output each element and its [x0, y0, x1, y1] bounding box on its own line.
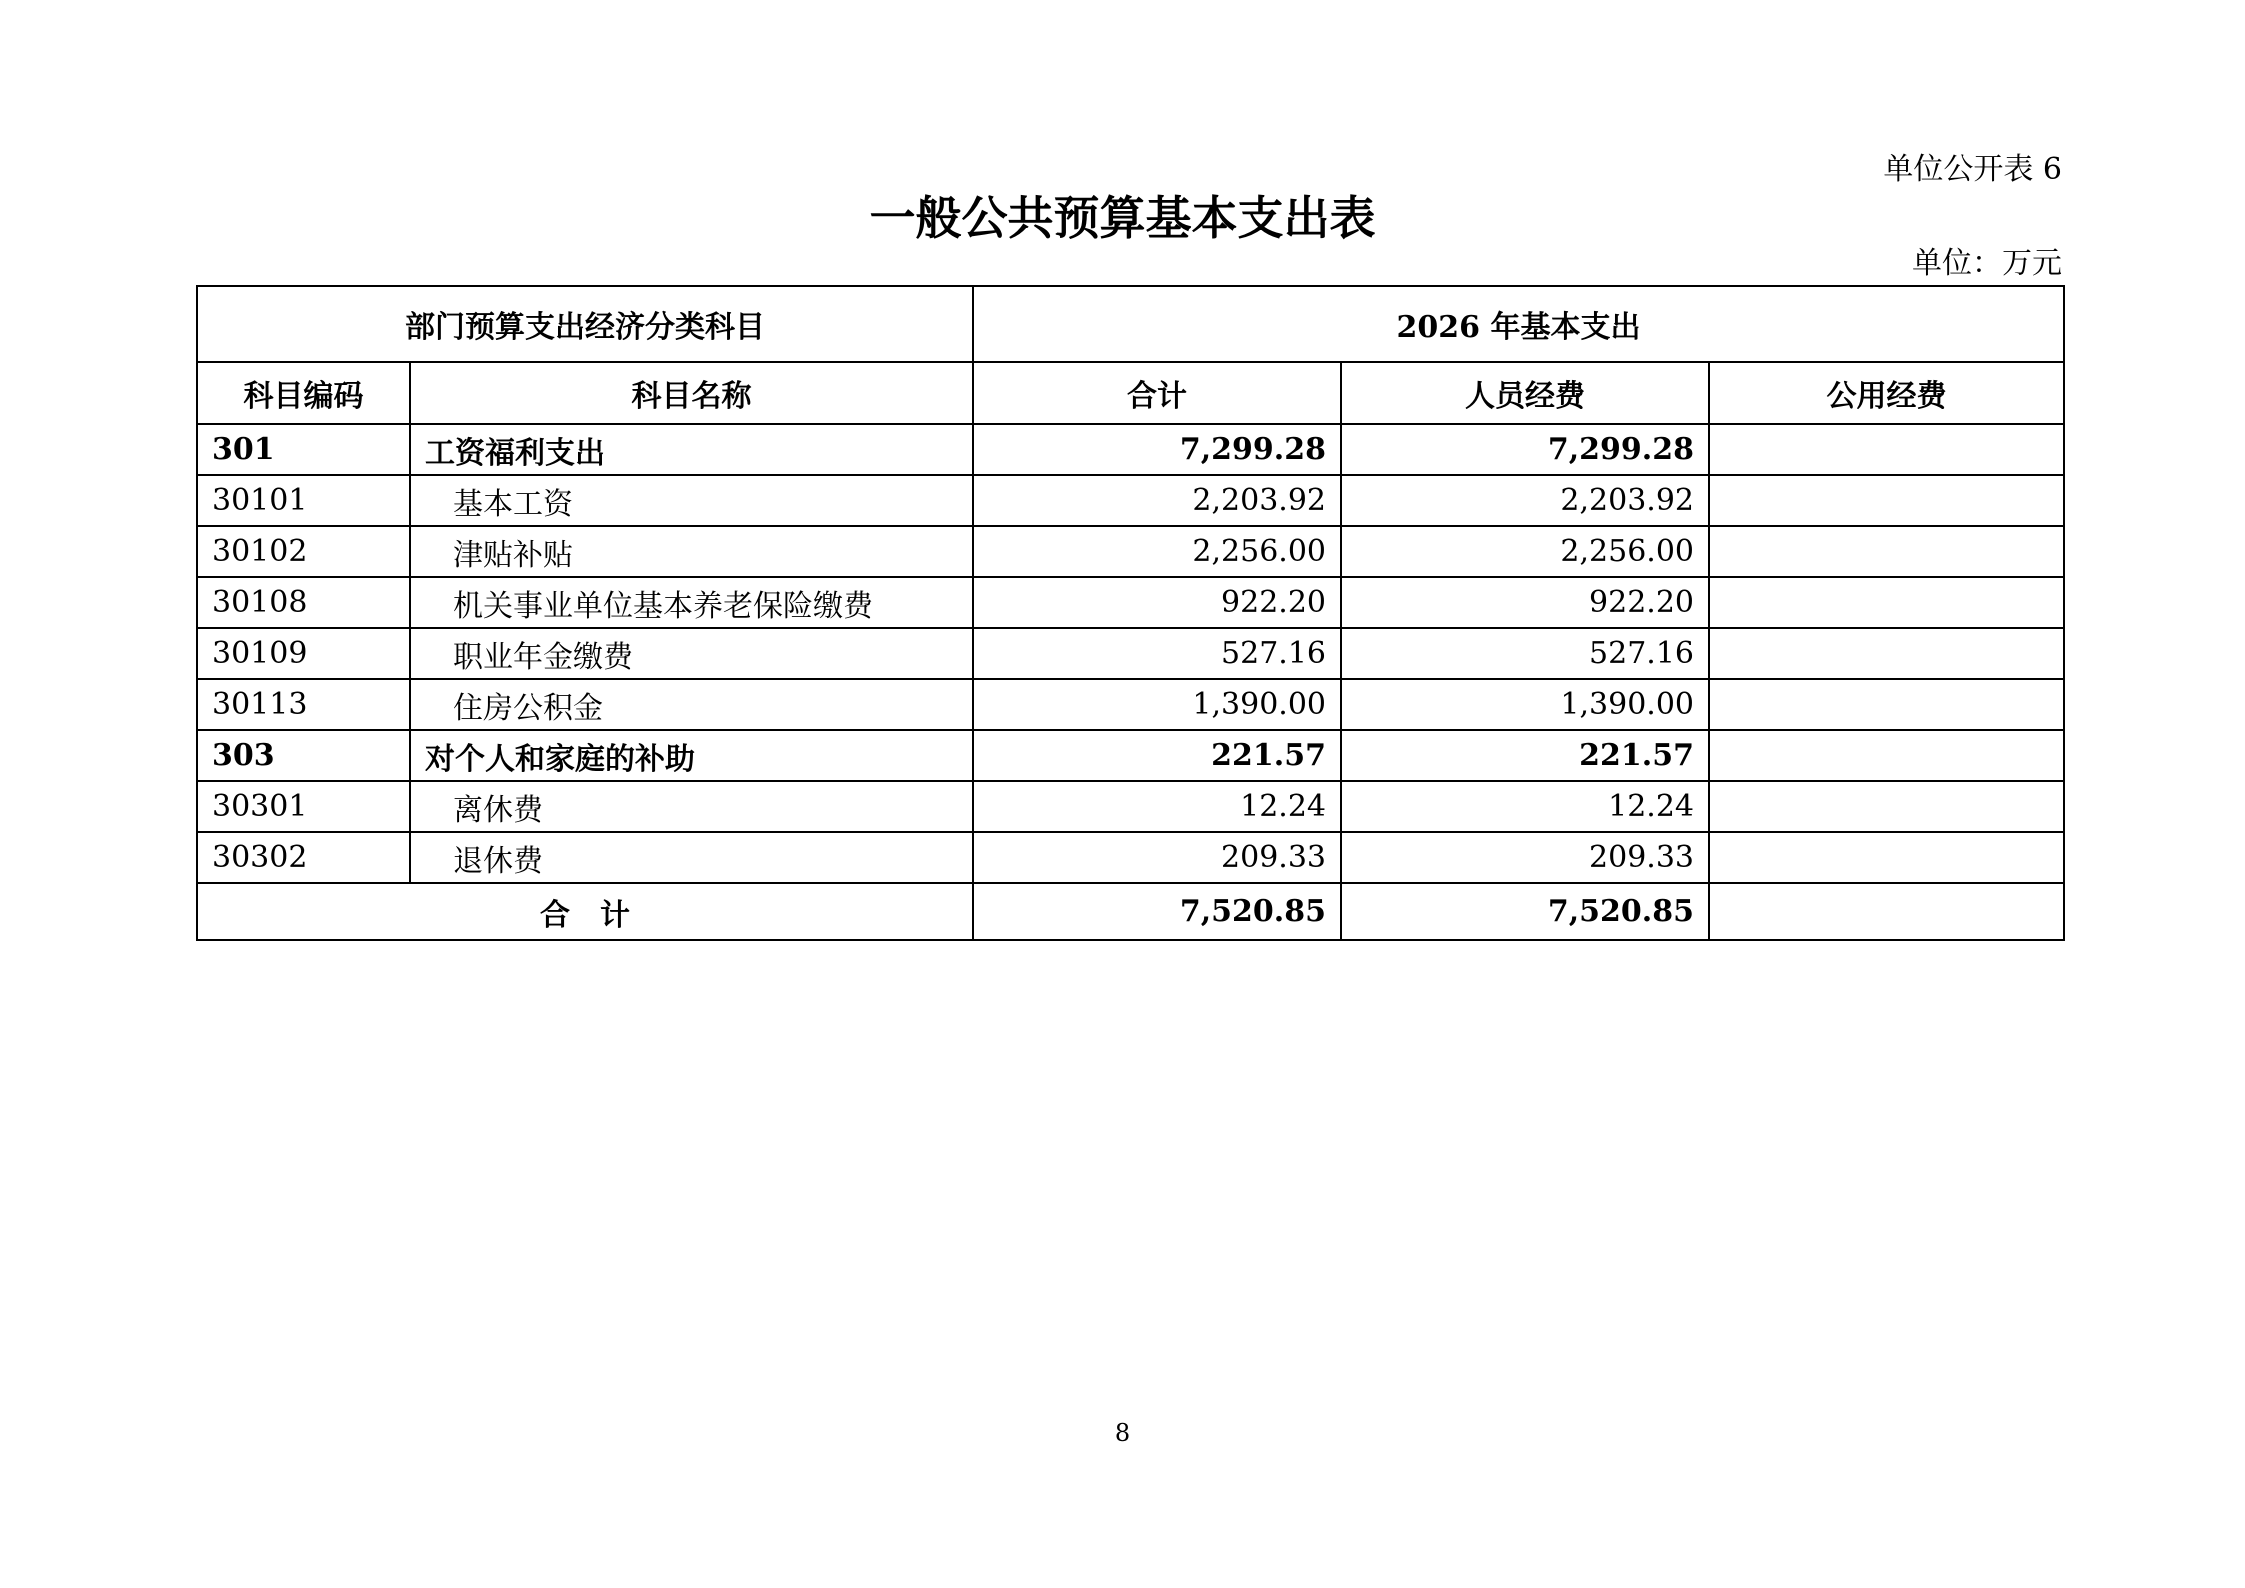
cell-total: 2,203.92	[973, 475, 1341, 526]
column-header-total: 合计	[973, 362, 1341, 424]
total-label: 合 计	[197, 883, 973, 940]
cell-public	[1709, 781, 2064, 832]
total-sum: 7,520.85	[973, 883, 1341, 940]
page-title: 一般公共预算基本支出表	[869, 191, 1376, 245]
cell-personnel: 221.57	[1341, 730, 1709, 781]
cell-name: 离休费	[410, 781, 973, 832]
cell-public	[1709, 628, 2064, 679]
table-row	[197, 730, 2064, 781]
cell-personnel: 527.16	[1341, 628, 1709, 679]
cell-total: 209.33	[973, 832, 1341, 883]
total-row	[197, 883, 2064, 940]
total-personnel: 7,520.85	[1341, 883, 1709, 940]
page-number: 8	[1114, 1419, 1131, 1447]
cell-code: 30102	[197, 526, 410, 577]
table-row	[197, 628, 2064, 679]
cell-name: 退休费	[410, 832, 973, 883]
cell-total: 12.24	[973, 781, 1341, 832]
cell-name: 工资福利支出	[410, 424, 973, 475]
table-row	[197, 475, 2064, 526]
cell-total: 922.20	[973, 577, 1341, 628]
group-header-classification: 部门预算支出经济分类科目	[197, 286, 973, 362]
column-header-public: 公用经费	[1709, 362, 2064, 424]
cell-personnel: 7,299.28	[1341, 424, 1709, 475]
table-row	[197, 526, 2064, 577]
unit-label: 单位：万元	[1912, 246, 2062, 281]
cell-public	[1709, 424, 2064, 475]
cell-public	[1709, 577, 2064, 628]
cell-public	[1709, 679, 2064, 730]
cell-total: 527.16	[973, 628, 1341, 679]
table-row	[197, 424, 2064, 475]
cell-code: 30301	[197, 781, 410, 832]
cell-personnel: 2,203.92	[1341, 475, 1709, 526]
total-public	[1709, 883, 2064, 940]
cell-total: 1,390.00	[973, 679, 1341, 730]
cell-code: 30113	[197, 679, 410, 730]
table-row	[197, 781, 2064, 832]
group-header-basic-expenditure: 2026 年基本支出	[973, 286, 2064, 362]
cell-total: 7,299.28	[973, 424, 1341, 475]
cell-code: 303	[197, 730, 410, 781]
cell-total: 221.57	[973, 730, 1341, 781]
cell-public	[1709, 730, 2064, 781]
cell-total: 2,256.00	[973, 526, 1341, 577]
cell-name: 对个人和家庭的补助	[410, 730, 973, 781]
cell-name: 津贴补贴	[410, 526, 973, 577]
cell-name: 机关事业单位基本养老保险缴费	[410, 577, 973, 628]
cell-code: 30109	[197, 628, 410, 679]
column-header-row	[197, 362, 2064, 424]
cell-name: 职业年金缴费	[410, 628, 973, 679]
form-number: 单位公开表 6	[1883, 152, 2062, 187]
cell-code: 30302	[197, 832, 410, 883]
table-row	[197, 577, 2064, 628]
cell-public	[1709, 475, 2064, 526]
cell-personnel: 1,390.00	[1341, 679, 1709, 730]
column-header-personnel: 人员经费	[1341, 362, 1709, 424]
column-header-code: 科目编码	[197, 362, 410, 424]
column-header-name: 科目名称	[410, 362, 973, 424]
cell-code: 30108	[197, 577, 410, 628]
cell-code: 301	[197, 424, 410, 475]
cell-code: 30101	[197, 475, 410, 526]
cell-public	[1709, 832, 2064, 883]
table-row	[197, 832, 2064, 883]
cell-name: 基本工资	[410, 475, 973, 526]
cell-name: 住房公积金	[410, 679, 973, 730]
cell-personnel: 209.33	[1341, 832, 1709, 883]
group-header-row	[197, 286, 2064, 362]
cell-personnel: 922.20	[1341, 577, 1709, 628]
budget-table	[196, 285, 2065, 941]
cell-public	[1709, 526, 2064, 577]
cell-personnel: 12.24	[1341, 781, 1709, 832]
cell-personnel: 2,256.00	[1341, 526, 1709, 577]
table-row	[197, 679, 2064, 730]
